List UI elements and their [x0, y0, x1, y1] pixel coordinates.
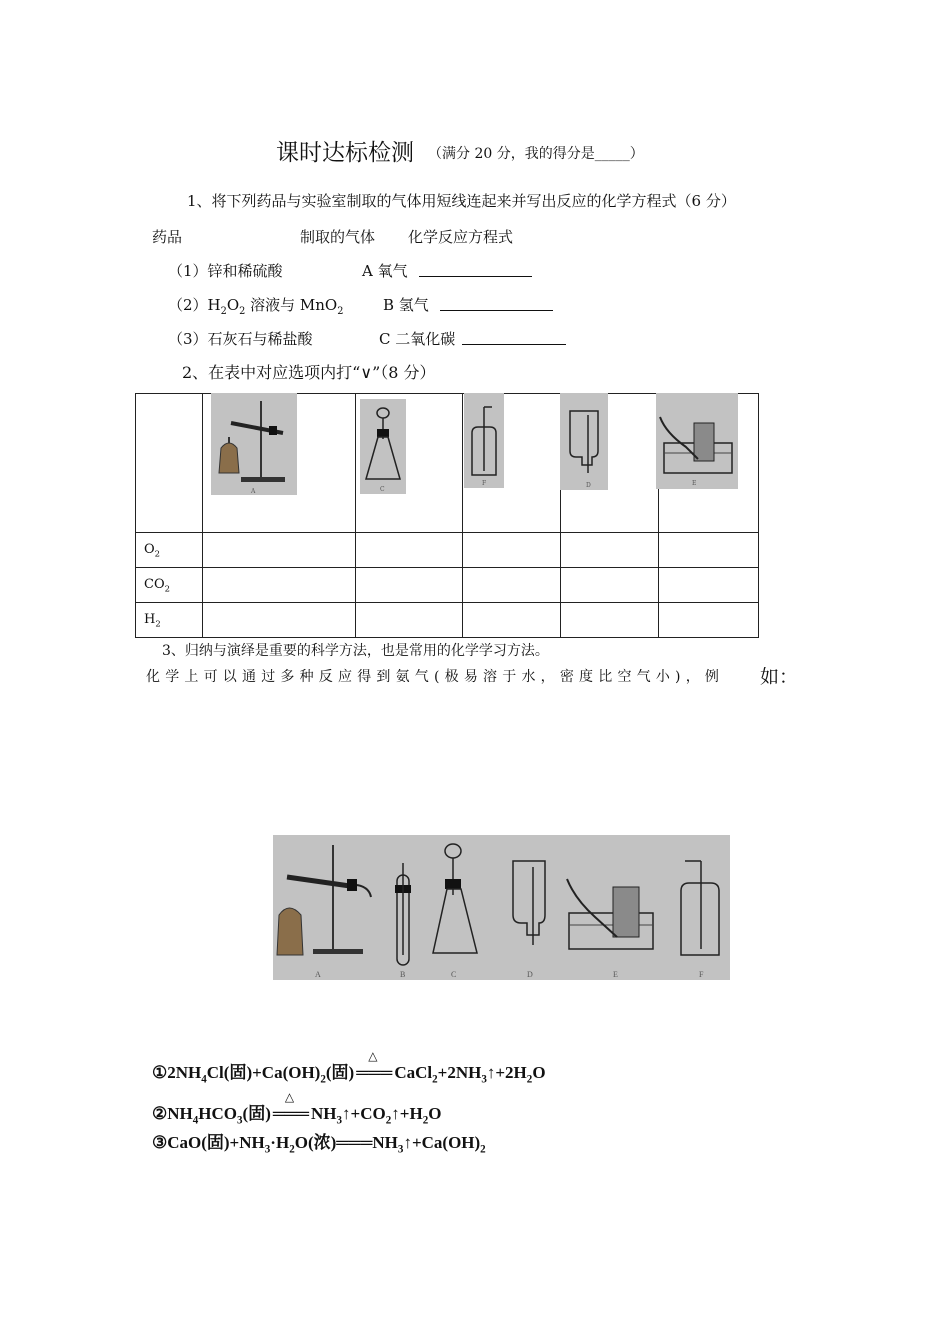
cell[interactable]	[203, 568, 356, 603]
apparatus-a-letter: A	[251, 488, 256, 495]
q1-reagent-3: （3）石灰石与稀盐酸	[168, 330, 313, 348]
apparatus-e	[567, 879, 653, 949]
q1-header-gas: 制取的气体	[300, 228, 376, 246]
apparatus-a	[277, 845, 371, 955]
cell[interactable]	[356, 603, 463, 638]
apparatus-d-image	[560, 393, 608, 490]
apparatus-e-letter: E	[692, 480, 697, 487]
q1-gas-a: A 氧气	[362, 262, 408, 280]
row-label-h2: $H_2$	[136, 603, 203, 638]
equation-3: ③CaO(固)$+NH_3\cdot H_2O$(浓)$═══NH_3↑+Ca(OH)_2$	[152, 1133, 486, 1156]
apparatus-strip-image	[273, 835, 730, 980]
q3-line-1: 3、归纳与演绎是重要的科学方法，也是常用的化学学习方法。	[162, 643, 549, 659]
apparatus-d	[513, 861, 545, 945]
apparatus-b	[395, 863, 411, 965]
strip-letter-c: C	[451, 970, 457, 979]
apparatus-f-letter: F	[482, 480, 487, 487]
cell[interactable]	[463, 568, 561, 603]
strip-letter-a: A	[315, 970, 321, 979]
cell[interactable]	[659, 603, 759, 638]
row-label-co2: $CO_2$	[136, 568, 203, 603]
q1-gas-b: B 氢气	[383, 296, 429, 314]
equation-1: $①2NH_4Cl$(固)$+Ca(OH)_2$(固) △ ═══ $CaCl_2+2NH_3↑+2H_2O$	[152, 1049, 546, 1086]
q1-reagent-1: （1）锌和稀硫酸	[168, 262, 283, 280]
q2-prompt: 2、在表中对应选项内打“∨”（8 分）	[182, 363, 436, 382]
cell[interactable]	[561, 533, 659, 568]
cell[interactable]	[203, 533, 356, 568]
apparatus-f-image	[464, 393, 504, 488]
row-label-o2: $O_2$	[136, 533, 203, 568]
strip-letter-e: E	[613, 970, 618, 979]
apparatus-c-letter: C	[380, 486, 385, 493]
q3-line-2: 化学上可以通过多种反应得到氨气(极易溶于水，密度比空气小)，例	[146, 669, 725, 685]
strip-letter-f: F	[699, 970, 704, 979]
cell[interactable]	[203, 603, 356, 638]
cell[interactable]	[561, 568, 659, 603]
apparatus-e-image	[656, 393, 738, 489]
q1-header-equation: 化学反应方程式	[408, 228, 514, 246]
cell[interactable]	[659, 533, 759, 568]
apparatus-f	[681, 861, 719, 955]
apparatus-c-image	[360, 399, 406, 494]
apparatus-d-letter: D	[586, 482, 591, 489]
q1-reagent-2: $(2)H_2O_2$ 溶液与 MnO$_2$	[168, 296, 344, 317]
q1-prompt: 1、将下列药品与实验室制取的气体用短线连起来并写出反应的化学方程式（6 分）	[187, 192, 736, 210]
apparatus-c	[433, 844, 477, 953]
q1-answer-blank-2[interactable]	[440, 296, 553, 311]
q1-gas-c: C 二氧化碳	[379, 330, 456, 348]
score-note: （满分 20 分，我的得分是_____）	[428, 146, 644, 162]
cell[interactable]	[356, 533, 463, 568]
cell[interactable]	[463, 533, 561, 568]
cell[interactable]	[463, 603, 561, 638]
q1-answer-blank-3[interactable]	[462, 330, 566, 345]
q3-line-2-end: 如：	[760, 666, 799, 688]
page-title: 课时达标检测	[276, 140, 414, 166]
equation-2: $②NH_4HCO_3$(固) △ ═══ $NH_3↑+CO_2↑+H_2O$	[152, 1090, 442, 1127]
apparatus-a-image	[211, 393, 297, 495]
strip-letter-b: B	[400, 970, 406, 979]
strip-letter-d: D	[527, 970, 533, 979]
q1-header-reagent: 药品	[152, 228, 183, 246]
q1-answer-blank-1[interactable]	[419, 262, 532, 277]
cell[interactable]	[659, 568, 759, 603]
cell[interactable]	[561, 603, 659, 638]
cell[interactable]	[356, 568, 463, 603]
